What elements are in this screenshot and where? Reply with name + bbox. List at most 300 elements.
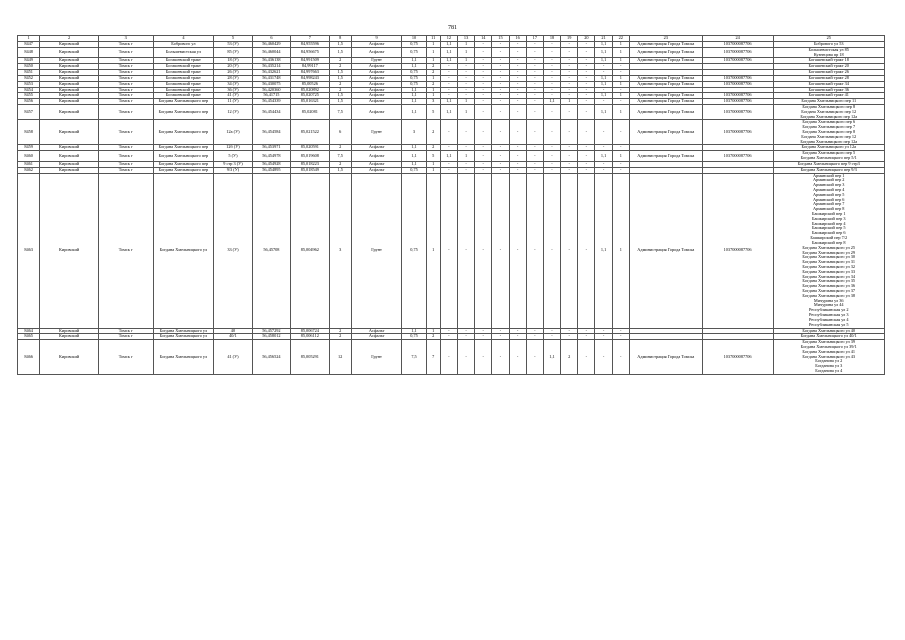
table-cell: 5 <box>426 151 440 162</box>
address-line: Богдана Хмельницкого ул 39/1 <box>800 343 857 349</box>
table-cell: Кировский <box>40 58 99 64</box>
table-cell: 8449 <box>18 58 40 64</box>
table-cell: - <box>492 173 509 328</box>
table-cell: Асфальт <box>351 104 402 119</box>
table-cell: 1,1 <box>440 151 457 162</box>
table-cell: - <box>595 328 612 334</box>
table-cell: - <box>595 99 612 105</box>
table-cell: Богашевский тракт <box>153 81 214 87</box>
table-cell: - <box>475 70 492 76</box>
table-cell: Администрация Города Томска <box>629 104 702 119</box>
table-cell: - <box>578 161 595 167</box>
table-cell: Кировский <box>40 93 99 99</box>
address-line: Башкирский пер 4 <box>812 220 846 226</box>
table-cell: Томск г <box>98 87 153 93</box>
table-cell: 85,004962 <box>291 173 329 328</box>
table-cell: Асфальт <box>351 47 402 58</box>
table-cell: - <box>440 161 457 167</box>
table-cell: 85,020591 <box>291 145 329 151</box>
column-header: 15 <box>492 36 509 42</box>
table-cell: 12а (У) <box>214 120 252 145</box>
table-cell: Томск г <box>98 340 153 375</box>
table-cell: - <box>578 75 595 81</box>
table-cell: Асфальт <box>351 145 402 151</box>
address-line: Башкирский пер 7/2 <box>810 235 848 241</box>
table-cell: 2 <box>329 328 351 334</box>
address-line: Республиканская ул 3 <box>808 312 849 318</box>
table-cell: 8450 <box>18 64 40 70</box>
table-cell: Томск г <box>98 334 153 340</box>
table-cell: 18 (У) <box>214 58 252 64</box>
table-cell: 5 <box>426 104 440 119</box>
table-cell: Кировский <box>40 151 99 162</box>
table-cell: 1 <box>457 104 474 119</box>
table-cell: 1,1 <box>440 47 457 58</box>
table-cell: Администрация Города Томска <box>629 120 702 145</box>
table-cell: - <box>561 145 578 151</box>
table-cell: - <box>578 340 595 375</box>
column-header: 4 <box>153 36 214 42</box>
table-cell: Асфальт <box>351 70 402 76</box>
address-line: Богдана Хмельницкого ул 43 <box>802 353 856 359</box>
table-cell: - <box>492 58 509 64</box>
table-cell: - <box>595 64 612 70</box>
table-cell: 12 (У) <box>214 104 252 119</box>
column-header: 14 <box>475 36 492 42</box>
table-cell: 40 <box>214 328 252 334</box>
address-line: Богашевский тракт 18 <box>808 57 849 63</box>
table-cell: 53 (У) <box>214 42 252 48</box>
table-cell: 20 (У) <box>214 64 252 70</box>
address-line: Большевистская ул 85 <box>808 47 849 52</box>
table-cell: 1,1 <box>402 99 426 105</box>
table-cell: Томск г <box>98 47 153 58</box>
table-cell: Богдана Хмельницкого пер <box>153 99 214 105</box>
table-cell: - <box>578 145 595 151</box>
table-cell: 1 <box>612 58 629 64</box>
table-cell: - <box>475 161 492 167</box>
table-cell: - <box>543 93 560 99</box>
table-cell: 8463 <box>18 173 40 328</box>
table-cell: - <box>475 167 492 173</box>
table-cell: 1,5 <box>329 47 351 58</box>
table-cell: - <box>475 58 492 64</box>
table-cell: 1,1 <box>440 104 457 119</box>
table-cell: 2 <box>426 334 440 340</box>
table-cell: Томск г <box>98 104 153 119</box>
table-cell: - <box>440 173 457 328</box>
table-cell: - <box>526 75 543 81</box>
table-cell: Администрация Города Томска <box>629 75 702 81</box>
address-line: Богдана Хмельницкого ул 32 <box>802 263 856 269</box>
table-cell: - <box>492 167 509 173</box>
table-cell: Асфальт <box>351 75 402 81</box>
table-cell: - <box>578 104 595 119</box>
table-cell: 8453 <box>18 81 40 87</box>
table-cell: 1,5 <box>329 167 351 173</box>
table-cell: 85,020892 <box>291 87 329 93</box>
table-cell: - <box>612 328 629 334</box>
table-cell: - <box>543 75 560 81</box>
table-cell: - <box>475 75 492 81</box>
table-cell: Асфальт <box>351 151 402 162</box>
table-cell: - <box>595 167 612 173</box>
address-line: Богашевский тракт 26 <box>808 69 849 75</box>
address-line: Богдана Хмельницкого ул 12а <box>801 144 857 150</box>
table-cell: - <box>475 42 492 48</box>
table-cell: 0,75 <box>402 75 426 81</box>
table-cell: 1037000087706 <box>702 104 773 119</box>
table-cell: 85,018549 <box>291 167 329 173</box>
table-cell: 8459 <box>18 145 40 151</box>
table-cell: Бобрового ул <box>153 42 214 48</box>
table-cell: 1 <box>426 75 440 81</box>
table-cell: - <box>509 64 526 70</box>
table-cell: 8455 <box>18 93 40 99</box>
table-cell: Администрация Города Томска <box>629 42 702 48</box>
table-cell: - <box>440 87 457 93</box>
table-cell: - <box>561 328 578 334</box>
table-cell: 56,431748 <box>252 75 290 81</box>
table-cell: - <box>578 93 595 99</box>
table-cell: 0,75 <box>402 173 426 328</box>
table-cell: - <box>475 104 492 119</box>
column-header: 3 <box>98 36 153 42</box>
table-cell: - <box>543 173 560 328</box>
table-cell: 1037000087706 <box>702 120 773 145</box>
table-cell: Администрация Города Томска <box>629 99 702 105</box>
table-cell: - <box>509 58 526 64</box>
table-cell: - <box>561 75 578 81</box>
table-cell: - <box>578 70 595 76</box>
table-cell: - <box>457 87 474 93</box>
address-line: Богданова ул 3 <box>815 363 843 369</box>
table-row <box>18 120 885 145</box>
table-cell: - <box>475 120 492 145</box>
table-cell: 56,454339 <box>252 99 290 105</box>
table-cell: - <box>543 58 560 64</box>
table-cell: - <box>509 70 526 76</box>
table-cell: - <box>595 340 612 375</box>
table-cell: - <box>509 87 526 93</box>
column-header: 16 <box>509 36 526 42</box>
column-header: 20 <box>578 36 595 42</box>
table-cell: 41 (У) <box>214 340 252 375</box>
table-cell: 84,99117 <box>291 64 329 70</box>
table-cell: - <box>509 99 526 105</box>
table-cell: Кировский <box>40 42 99 48</box>
table-cell: - <box>475 145 492 151</box>
table-cell: Богашевский тракт <box>153 58 214 64</box>
address-line: Богашевский тракт 20 <box>808 63 849 69</box>
table-cell: - <box>543 64 560 70</box>
table-cell: - <box>509 120 526 145</box>
table-cell: 1037000087706 <box>702 47 773 58</box>
table-cell: Асфальт <box>351 64 402 70</box>
table-cell: 12б (У) <box>214 145 252 151</box>
table-cell: - <box>526 104 543 119</box>
table-cell: 41 (У) <box>214 93 252 99</box>
table-cell: - <box>492 81 509 87</box>
table-cell: Кировский <box>40 340 99 375</box>
table-cell: Богашевский тракт <box>153 87 214 93</box>
table-cell: - <box>561 58 578 64</box>
table-cell: 1037000087706 <box>702 75 773 81</box>
table-cell: 7,5 <box>329 104 351 119</box>
table-cell: - <box>543 70 560 76</box>
table-cell: - <box>526 145 543 151</box>
table-cell: 85,005291 <box>291 340 329 375</box>
table-cell: 9/3 (У) <box>214 167 252 173</box>
table-cell: Асфальт <box>351 328 402 334</box>
table-cell: - <box>492 120 509 145</box>
table-cell: - <box>612 161 629 167</box>
table-cell: Томск г <box>98 161 153 167</box>
address-line: Богдана Хмельницкого ул 40/1 <box>800 333 857 339</box>
table-cell: 1037000087706 <box>702 151 773 162</box>
table-cell: 1,1 <box>402 328 426 334</box>
table-cell: 2 <box>426 145 440 151</box>
address-line: Мичурина ул 44 <box>813 302 844 308</box>
address-line: Богдана Хмельницкого ул 29 <box>802 249 856 255</box>
address-line: Богашевский тракт 36 <box>808 87 849 92</box>
table-cell: - <box>578 87 595 93</box>
table-cell: 84,955596 <box>291 42 329 48</box>
table-cell: - <box>475 47 492 58</box>
table-cell: 28 (У) <box>214 75 252 81</box>
table-cell: Кировский <box>40 328 99 334</box>
table-cell: - <box>475 64 492 70</box>
table-cell: 8462 <box>18 167 40 173</box>
column-header: 23 <box>629 36 702 42</box>
table-cell: - <box>543 104 560 119</box>
table-cell: 1,1 <box>402 58 426 64</box>
table-cell: - <box>612 64 629 70</box>
table-cell: 0,75 <box>402 334 426 340</box>
address-line: Бобрового ул 53 <box>813 41 844 46</box>
column-header: 11 <box>426 36 440 42</box>
table-cell: 1 <box>426 42 440 48</box>
address-line: Богдана Хмельницкого ул 36 <box>802 283 856 289</box>
table-cell: 2 <box>329 161 351 167</box>
table-cell: - <box>509 167 526 173</box>
table-row <box>18 104 885 119</box>
table-cell: 2 <box>426 81 440 87</box>
table-cell: Кировский <box>40 145 99 151</box>
table-cell: - <box>509 75 526 81</box>
table-cell: - <box>475 81 492 87</box>
table-cell: - <box>543 328 560 334</box>
table-cell: - <box>561 93 578 99</box>
table-cell: Богашевский тракт <box>153 93 214 99</box>
column-header: 10 <box>402 36 426 42</box>
table-cell: - <box>457 93 474 99</box>
column-header: 22 <box>612 36 629 42</box>
address-cell <box>773 47 885 58</box>
address-line: Богданова ул 2 <box>815 358 843 364</box>
table-cell: Томск г <box>98 145 153 151</box>
column-header: 17 <box>526 36 543 42</box>
table-cell: 1,5 <box>329 70 351 76</box>
table-cell: - <box>543 167 560 173</box>
address-line: Башкирский пер 3 <box>812 215 846 221</box>
table-cell: 1,5 <box>329 99 351 105</box>
table-cell: 2 <box>329 81 351 87</box>
address-line: Богдана Хмельницкого пер 12а <box>800 138 858 144</box>
table-cell: Кировский <box>40 173 99 328</box>
table-cell: - <box>526 120 543 145</box>
column-header: 25 <box>773 36 885 42</box>
table-cell: - <box>595 145 612 151</box>
table-cell: - <box>526 328 543 334</box>
table-cell: 8451 <box>18 70 40 76</box>
table-cell: 1,1 <box>440 42 457 48</box>
table-cell: 56,454978 <box>252 151 290 162</box>
table-cell: - <box>509 328 526 334</box>
table-cell: - <box>561 120 578 145</box>
table-cell: - <box>561 167 578 173</box>
address-line: Башкирский пер 1 <box>812 211 846 216</box>
address-line: Богашевский тракт 28 <box>808 75 849 80</box>
table-cell: - <box>595 70 612 76</box>
table-cell: 1 <box>612 151 629 162</box>
table-cell: - <box>457 328 474 334</box>
table-cell: 40/1 <box>214 334 252 340</box>
address-line: Богдана Хмельницкого пер 12а <box>800 113 858 119</box>
table-cell: Томск г <box>98 58 153 64</box>
column-header: 5 <box>214 36 252 42</box>
table-cell: 7,5 <box>402 340 426 375</box>
address-line: Башкирский пер 8 <box>812 239 846 245</box>
table-cell: 3 <box>329 173 351 328</box>
table-cell: 1 <box>426 161 440 167</box>
table-cell: 1,5 <box>329 93 351 99</box>
table-cell: - <box>492 70 509 76</box>
table-cell: - <box>526 93 543 99</box>
table-cell: - <box>440 81 457 87</box>
table-cell: 1 <box>612 75 629 81</box>
table-cell: - <box>492 47 509 58</box>
table-cell: - <box>612 167 629 173</box>
table-cell: 0,75 <box>402 81 426 87</box>
table-cell: - <box>509 42 526 48</box>
table-cell: - <box>509 173 526 328</box>
table-cell: 1 <box>612 81 629 87</box>
table-cell: Асфальт <box>351 42 402 48</box>
table-cell: - <box>509 93 526 99</box>
table-cell: 1 <box>457 99 474 105</box>
table-body <box>18 42 885 375</box>
table-cell: Администрация Города Томска <box>629 58 702 64</box>
table-cell: - <box>578 173 595 328</box>
table-cell: 1 <box>457 58 474 64</box>
table-cell: 1,1 <box>402 145 426 151</box>
table-cell: - <box>526 173 543 328</box>
table-cell: Кировский <box>40 99 99 105</box>
table-cell: - <box>526 64 543 70</box>
table-cell: 1,1 <box>595 58 612 64</box>
table-cell: Кировский <box>40 161 99 167</box>
table-cell: 1 <box>457 42 474 48</box>
table-cell: 1037000087706 <box>702 93 773 99</box>
column-header: 9 <box>351 36 402 42</box>
address-line: Богдана Хмельницкого пер 5/1 <box>800 155 857 161</box>
table-cell: - <box>492 42 509 48</box>
address-line: Башкирский пер 5 <box>812 225 846 231</box>
table-cell: 5 (У) <box>214 151 252 162</box>
table-cell: - <box>492 328 509 334</box>
table-cell: - <box>509 104 526 119</box>
table-cell: - <box>543 42 560 48</box>
table-cell: - <box>475 340 492 375</box>
table-cell: Богашевский тракт <box>153 70 214 76</box>
address-line: Армянский пер 3 <box>813 182 845 188</box>
table-cell: 56,457292 <box>252 328 290 334</box>
column-header: 24 <box>702 36 773 42</box>
table-cell: Асфальт <box>351 167 402 173</box>
table-cell: - <box>509 151 526 162</box>
column-header: 19 <box>561 36 578 42</box>
table-cell: Кировский <box>40 167 99 173</box>
table-cell: 8466 <box>18 340 40 375</box>
table-cell: 2 <box>426 64 440 70</box>
table-cell: - <box>457 340 474 375</box>
table-cell: - <box>561 334 578 340</box>
table-cell: Кировский <box>40 70 99 76</box>
table-cell: 2 <box>329 58 351 64</box>
table-cell: 33 (У) <box>214 173 252 328</box>
address-line: Богдана Хмельницкого пер 5 <box>802 150 856 156</box>
column-header: 18 <box>543 36 560 42</box>
table-cell: - <box>612 120 629 145</box>
address-line: Мичурина ул 36 <box>813 297 844 303</box>
table-cell: - <box>457 334 474 340</box>
table-cell: 56,430075 <box>252 81 290 87</box>
table-cell: 2 <box>329 64 351 70</box>
address-line: Богдана Хмельницкого пер 12 <box>801 133 857 139</box>
table-cell: 1,1 <box>402 93 426 99</box>
table-cell: - <box>440 328 457 334</box>
table-cell: 56,460044 <box>252 47 290 58</box>
table-cell: Богашевский тракт <box>153 75 214 81</box>
table-cell: 6 <box>329 120 351 145</box>
table-cell: - <box>526 161 543 167</box>
table-cell: - <box>440 64 457 70</box>
table-cell: - <box>526 81 543 87</box>
table-cell: 3 <box>402 120 426 145</box>
table-cell: 1 <box>426 328 440 334</box>
table-cell: - <box>543 47 560 58</box>
table-row <box>18 173 885 328</box>
table-cell: - <box>526 87 543 93</box>
address-line: Богдана Хмельницкого ул 30 <box>802 254 856 260</box>
table-cell: Кировский <box>40 334 99 340</box>
table-cell: - <box>561 104 578 119</box>
table-cell: - <box>492 99 509 105</box>
table-cell: 2 <box>426 120 440 145</box>
address-line: Богдана Хмельницкого ул 33 <box>802 268 856 274</box>
table-cell: 8452 <box>18 75 40 81</box>
table-cell: Асфальт <box>351 99 402 105</box>
table-cell: 1 <box>612 47 629 58</box>
table-cell: 1 <box>612 93 629 99</box>
table-cell: 56,45708 <box>252 173 290 328</box>
table-cell: 1,1 <box>402 87 426 93</box>
table-cell: - <box>492 87 509 93</box>
address-line: Республиканская ул 5 <box>808 321 849 327</box>
address-cell <box>773 104 885 119</box>
table-cell: - <box>561 173 578 328</box>
